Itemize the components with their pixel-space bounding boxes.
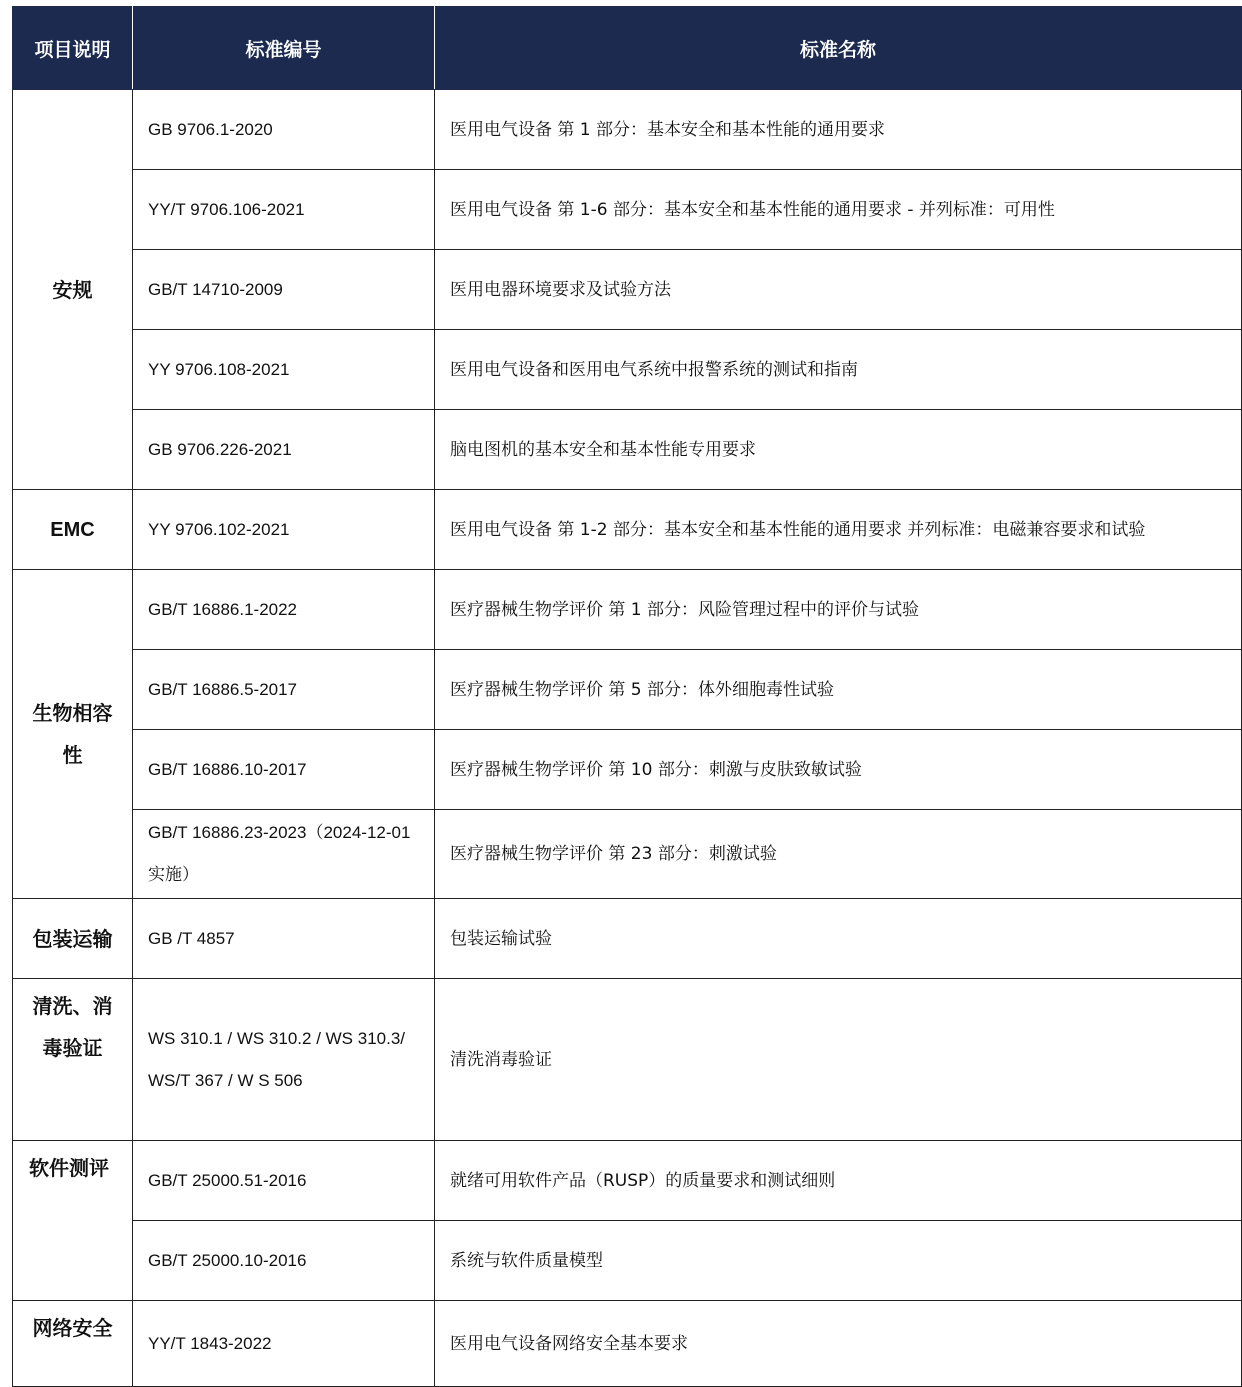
header-code: 标准编号 bbox=[133, 7, 435, 90]
category-cell: 生物相容性 bbox=[13, 570, 133, 899]
standard-name: 医用电器环境要求及试验方法 bbox=[435, 250, 1242, 330]
table-row bbox=[13, 979, 1242, 1141]
standard-code: GB 9706.226-2021 bbox=[133, 410, 435, 490]
standard-name: 医疗器械生物学评价 第 1 部分：风险管理过程中的评价与试验 bbox=[435, 570, 1242, 650]
table-row bbox=[13, 490, 1242, 570]
standards-table-container bbox=[12, 6, 1242, 1387]
standard-name: 清洗消毒验证 bbox=[435, 979, 1242, 1141]
category-cell: 网络安全 bbox=[13, 1301, 133, 1387]
standard-code: GB/T 16886.1-2022 bbox=[133, 570, 435, 650]
standard-name: 医用电气设备网络安全基本要求 bbox=[435, 1301, 1242, 1387]
category-cell: 安规 bbox=[13, 90, 133, 490]
table-row bbox=[13, 410, 1242, 490]
standard-code: GB 9706.1-2020 bbox=[133, 90, 435, 170]
standard-name: 医疗器械生物学评价 第 10 部分：刺激与皮肤致敏试验 bbox=[435, 730, 1242, 810]
standard-code: GB/T 25000.51-2016 bbox=[133, 1141, 435, 1221]
standard-code: GB/T 16886.5-2017 bbox=[133, 650, 435, 730]
table-row bbox=[13, 170, 1242, 250]
standard-code: GB/T 16886.23-2023（2024-12-01 实施） bbox=[133, 810, 435, 899]
standards-table bbox=[12, 6, 1242, 1387]
standard-code: YY 9706.108-2021 bbox=[133, 330, 435, 410]
standard-code: GB/T 16886.10-2017 bbox=[133, 730, 435, 810]
table-row bbox=[13, 1301, 1242, 1387]
header-name: 标准名称 bbox=[435, 7, 1242, 90]
standard-code: YY/T 9706.106-2021 bbox=[133, 170, 435, 250]
category-cell: 软件测评 bbox=[13, 1141, 133, 1301]
standard-name: 医用电气设备 第 1-6 部分：基本安全和基本性能的通用要求 - 并列标准：可用性 bbox=[435, 170, 1242, 250]
category-cell: 包装运输 bbox=[13, 899, 133, 979]
table-row bbox=[13, 899, 1242, 979]
header-row bbox=[13, 7, 1242, 90]
standard-name: 系统与软件质量模型 bbox=[435, 1221, 1242, 1301]
standard-code: WS 310.1 / WS 310.2 / WS 310.3/ WS/T 367 / W S 506 bbox=[133, 979, 435, 1141]
standard-code: YY 9706.102-2021 bbox=[133, 490, 435, 570]
standard-code: GB/T 25000.10-2016 bbox=[133, 1221, 435, 1301]
standard-name: 脑电图机的基本安全和基本性能专用要求 bbox=[435, 410, 1242, 490]
table-row bbox=[13, 1221, 1242, 1301]
standard-name: 医用电气设备 第 1 部分：基本安全和基本性能的通用要求 bbox=[435, 90, 1242, 170]
standard-name: 医疗器械生物学评价 第 5 部分：体外细胞毒性试验 bbox=[435, 650, 1242, 730]
category-cell: EMC bbox=[13, 490, 133, 570]
standard-code: GB /T 4857 bbox=[133, 899, 435, 979]
standard-name: 医用电气设备 第 1-2 部分：基本安全和基本性能的通用要求 并列标准：电磁兼容要求和试验 bbox=[435, 490, 1242, 570]
standard-code: GB/T 14710-2009 bbox=[133, 250, 435, 330]
table-row bbox=[13, 730, 1242, 810]
standard-code: YY/T 1843-2022 bbox=[133, 1301, 435, 1387]
table-row bbox=[13, 330, 1242, 410]
table-row bbox=[13, 810, 1242, 899]
standard-name: 医疗器械生物学评价 第 23 部分：刺激试验 bbox=[435, 810, 1242, 899]
standard-name: 医用电气设备和医用电气系统中报警系统的测试和指南 bbox=[435, 330, 1242, 410]
table-row bbox=[13, 650, 1242, 730]
table-row bbox=[13, 250, 1242, 330]
standard-name: 包装运输试验 bbox=[435, 899, 1242, 979]
standard-name: 就绪可用软件产品（RUSP）的质量要求和测试细则 bbox=[435, 1141, 1242, 1221]
table-row bbox=[13, 570, 1242, 650]
header-category: 项目说明 bbox=[13, 7, 133, 90]
table-row bbox=[13, 1141, 1242, 1221]
category-cell: 清洗、消毒验证 bbox=[13, 979, 133, 1141]
table-row bbox=[13, 90, 1242, 170]
